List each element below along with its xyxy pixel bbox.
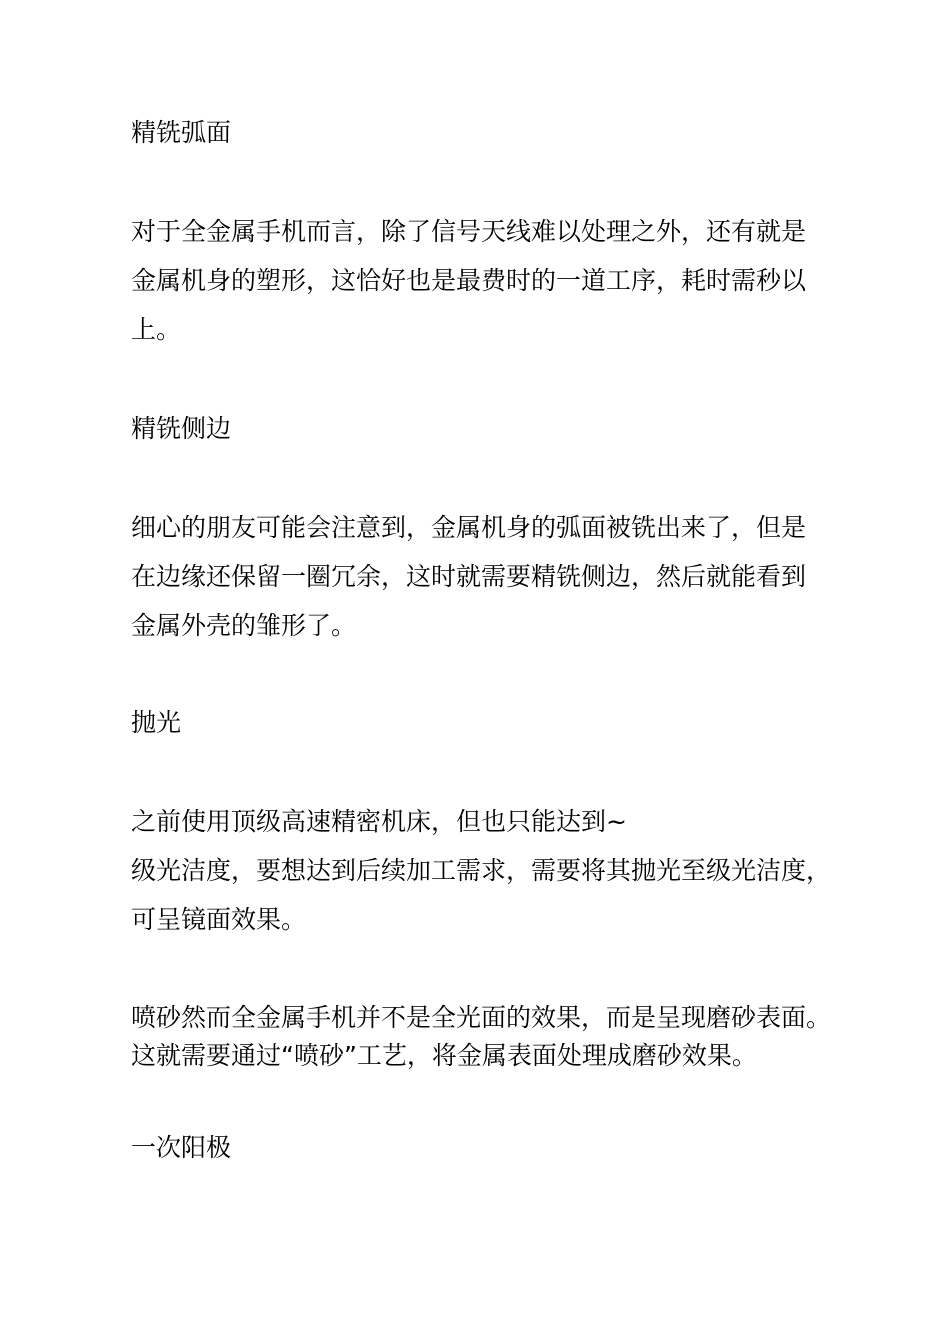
paragraph-line: 这就需要通过“喷砂”工艺，将金属表面处理成磨砂效果。 [131,1041,757,1070]
paragraph-line: 喷砂然而全金属手机并不是全光面的效果，而是呈现磨砂表面。 [131,1003,832,1032]
paragraph-line: 之前使用顶级高速精密机床，但也只能达到~ [131,807,627,836]
paragraph-polishing [131,797,831,944]
paragraph-line: 上。 [131,315,182,344]
heading-fine-milling-curved-surface [131,108,831,157]
heading-text: 抛光 [131,708,182,737]
heading-text: 精铣弧面 [131,118,232,147]
heading-polishing [131,698,831,747]
paragraph-line: 金属机身的塑形，这恰好也是最费时的一道工序，耗时需秒以 [131,266,807,295]
paragraph-curved-surface [131,207,831,354]
paragraph-sandblasting [131,999,831,1075]
heading-fine-milling-side-edge [131,404,831,453]
heading-text: 一次阳极 [131,1133,232,1162]
paragraph-line: 细心的朋友可能会注意到，金属机身的弧面被铣出来了，但是 [131,513,807,542]
paragraph-line: 级光洁度，要想达到后续加工需求，需要将其抛光至级光洁度， [131,856,832,885]
paragraph-line: 对于全金属手机而言，除了信号天线难以处理之外，还有就是 [131,217,807,246]
paragraph-line: 可呈镜面效果。 [131,905,307,934]
paragraph-line: 金属外壳的雏形了。 [131,611,357,640]
paragraph-side-edge [131,503,831,650]
paragraph-line: 在边缘还保留一圈冗余，这时就需要精铣侧边，然后就能看到 [131,562,807,591]
heading-first-anodizing [131,1123,831,1172]
heading-text: 精铣侧边 [131,414,232,443]
